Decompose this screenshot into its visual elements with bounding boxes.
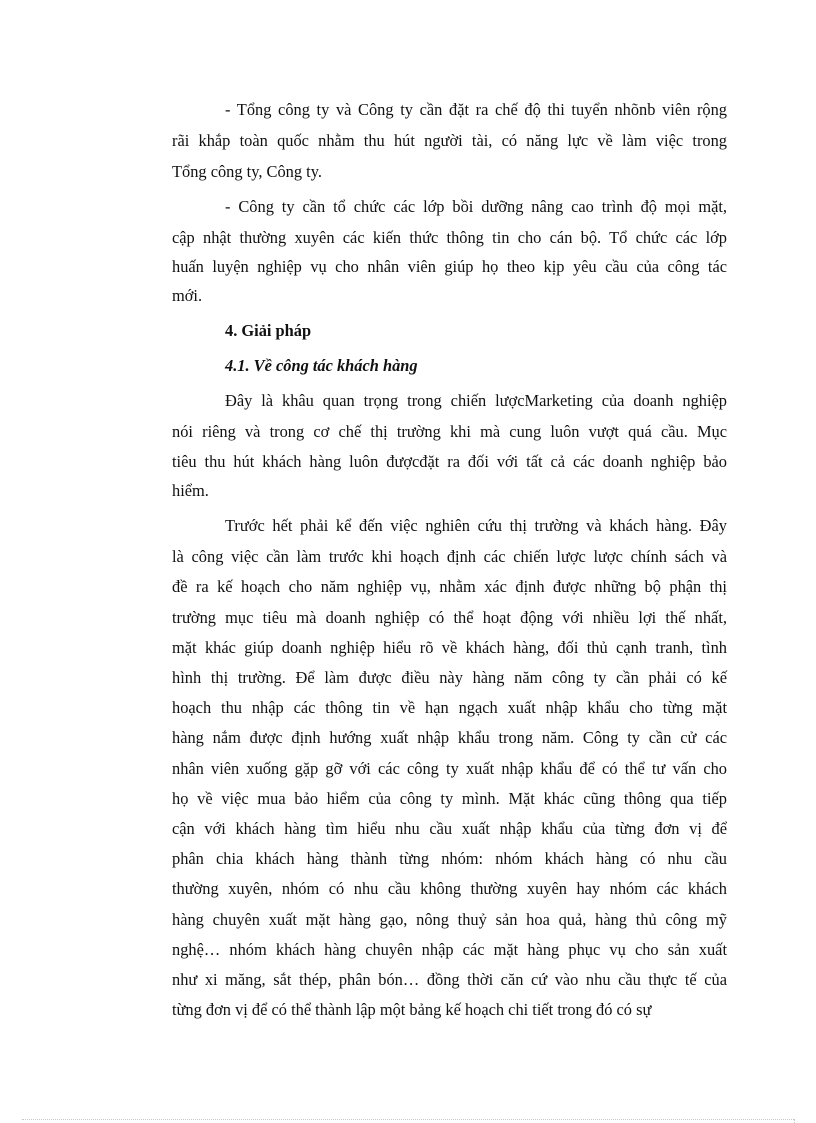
paragraph-1-line-3: Tổng công ty, Công ty. [172, 162, 322, 181]
paragraph-4-line-15: nghệ… nhóm khách hàng chuyên nhập các mặt hàng phục vụ cho sản xuất [172, 940, 727, 959]
paragraph-4-line-10: họ về việc mua bảo hiểm của công ty mình. Mặt khác cũng thông qua tiếp [172, 789, 727, 808]
paragraph-4-line-11: cận với khách hàng tìm hiểu nhu cầu xuất nhập khẩu của từng đơn vị để [172, 819, 727, 838]
paragraph-4-line-12: phân chia khách hàng thành từng nhóm: nhóm khách hàng có nhu cầu [172, 849, 727, 868]
paragraph-4-line-5: mặt khác giúp doanh nghiệp hiểu rõ về khách hàng, đối thủ cạnh tranh, tình [172, 638, 727, 657]
paragraph-2-line-4: mới. [172, 286, 203, 305]
paragraph-4-line-3: đề ra kế hoạch cho năm nghiệp vụ, nhằm xác định được những bộ phận thị [172, 577, 727, 596]
paragraph-2-line-1: - Công ty cần tổ chức các lớp bồi dưỡng nâng cao trình độ mọi mặt, [225, 197, 727, 216]
paragraph-4-line-8: hàng nắm được định hướng xuất nhập khẩu trong năm. Công ty cần cử các [172, 728, 727, 747]
paragraph-4-line-13: thường xuyên, nhóm có nhu cầu không thường xuyên hay nhóm các khách [172, 879, 727, 898]
paragraph-1-line-1: - Tổng công ty và Công ty cần đặt ra chế độ thi tuyển nhõnb viên rộng [225, 100, 727, 119]
paragraph-4-line-14: hàng chuyên xuất mặt hàng gạo, nông thuỷ sản hoa quả, hàng thủ công mỹ [172, 910, 727, 929]
subsection-heading: 4.1. Về công tác khách hàng [225, 356, 418, 375]
section-heading: 4. Giải pháp [225, 321, 312, 340]
paragraph-2-line-2: cập nhật thường xuyên các kiến thức thông tin cho cán bộ. Tổ chức các lớp [172, 228, 727, 247]
paragraph-1-line-2: rãi khắp toàn quốc nhằm thu hút người tài, có năng lực về làm việc trong [172, 131, 727, 150]
paragraph-4-line-9: nhân viên xuống gặp gỡ với các công ty xuất nhập khẩu để có thể tư vấn cho [172, 759, 727, 778]
paragraph-3-line-4: hiểm. [172, 481, 209, 500]
paragraph-3-line-3: tiêu thu hút khách hàng luôn đượcđặt ra đối với tất cả các doanh nghiệp bảo [172, 452, 727, 471]
paragraph-4-line-4: trường mục tiêu mà doanh nghiệp có thể hoạt động với nhiều lợi thế nhất, [172, 608, 727, 627]
paragraph-4-line-2: là công việc cần làm trước khi hoạch định các chiến lược lược chính sách và [172, 547, 727, 566]
paragraph-4-line-6: hình thị trường. Để làm được điều này hàng năm công ty cần phải có kế [172, 668, 727, 687]
paragraph-3-line-1: Đây là khâu quan trọng trong chiến lượcMarketing của doanh nghiệp [225, 391, 727, 410]
paragraph-2-line-3: huấn luyện nghiệp vụ cho nhân viên giúp họ theo kịp yêu cầu của công tác [172, 257, 727, 276]
paragraph-3-line-2: nói riêng và trong cơ chế thị trường khi mà cung luôn vượt quá cầu. Mục [172, 422, 727, 441]
paragraph-4-line-7: hoạch thu nhập các thông tin về hạn ngạch xuất nhập khẩu cho từng mặt [172, 698, 727, 717]
page-bottom-border [22, 1119, 794, 1120]
paragraph-4-line-1: Trước hết phải kể đến việc nghiên cứu thị trường và khách hàng. Đây [225, 516, 727, 535]
paragraph-4-line-16: như xi măng, sắt thép, phân bón… đồng thời căn cứ vào nhu cầu thực tế của [172, 970, 727, 989]
page-corner-mark [794, 1119, 795, 1123]
paragraph-4-line-17: từng đơn vị để có thể thành lập một bảng kế hoạch chi tiết trong đó có sự [172, 1000, 652, 1019]
